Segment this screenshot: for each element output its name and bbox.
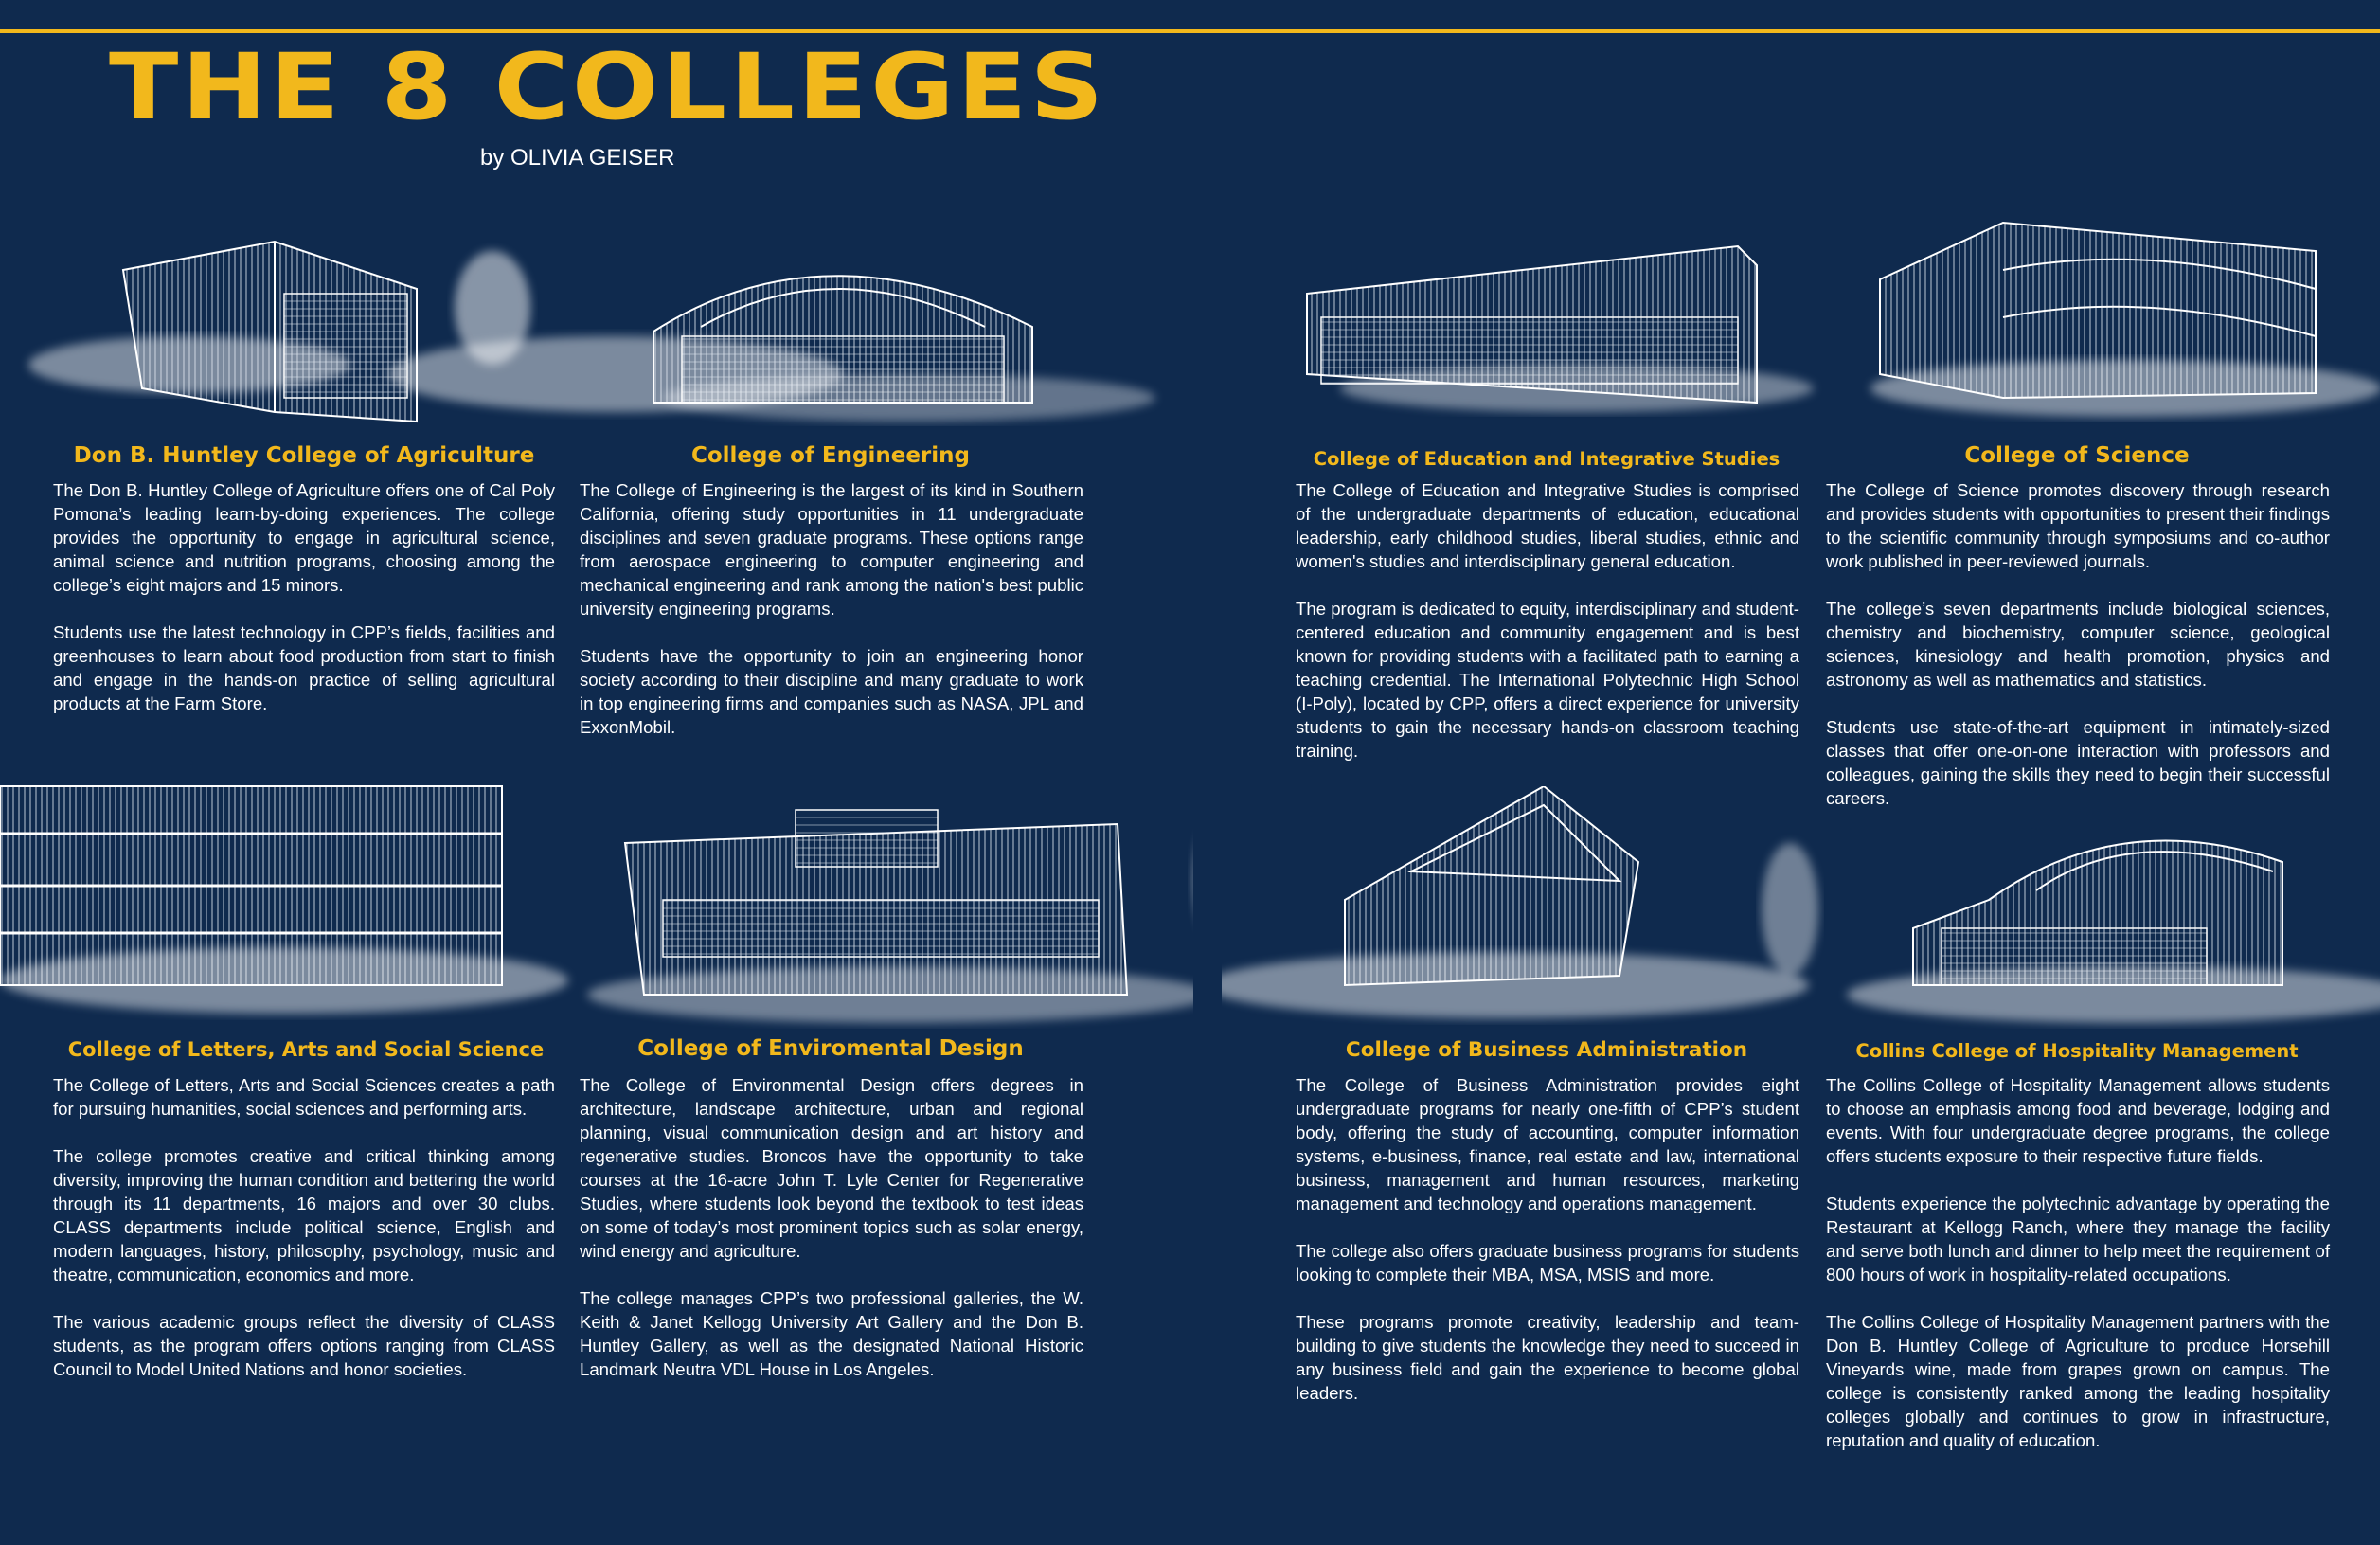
- paragraph: The College of Education and Integrative Studies is comprised of the undergraduate departments of education, educational leadership, early childhood studies, liberal studies, ethnic and women's studies and interdisciplinary general education.: [1296, 480, 1799, 571]
- paragraph: The Collins College of Hospitality Management allows students to choose an emphasis among food and beverage, lodging and events. With four undergraduate degree programs, the college offers students exposure to their respective future fields.: [1826, 1075, 2330, 1166]
- paragraph: The program is dedicated to equity, interdisciplinary and student-centered education and community engagement and is best known for providing students with a facilitated path to earning a teaching credential. The International Polytechnic High School (I-Poly), located by CPP, offers a direct experience for university students to gain the necessary hands-on classroom teaching training.: [1296, 599, 1799, 761]
- building-sketch-agriculture: [0, 223, 1174, 431]
- college-heading-env-design: College of Enviromental Design: [637, 1036, 1024, 1061]
- college-body-agriculture: [53, 478, 555, 715]
- byline: by OLIVIA GEISER: [480, 145, 675, 171]
- paragraph: The College of Engineering is the largest of its kind in Southern California, offering study opportunities in 11 undergraduate disciplines and seven graduate programs. These options range from aerospace engineering to computer engineering and mechanical engineering and rank among the nation's best public university engineering programs.: [580, 480, 1083, 619]
- building-sketch-business-hospitality: [1222, 786, 2380, 1037]
- building-sketch-class-envdesign: [0, 777, 1193, 1033]
- college-heading-agriculture: Don B. Huntley College of Agriculture: [73, 443, 535, 468]
- paragraph: Students use the latest technology in CPP’s fields, facilities and greenhouses to learn about food production from start to finish and engage in the hands-on practice of selling agricultural products at the Farm Store.: [53, 622, 555, 713]
- top-rule: [0, 29, 2380, 33]
- paragraph: The college promotes creative and critical thinking among diversity, improving the human condition and bettering the world through its 11 departments, 16 majors and over 30 clubs. CLASS departments include political science, English and modern languages, history, philosophy, psychology, music and theatre, communication, economics and more.: [53, 1146, 555, 1285]
- college-body-class: [53, 1073, 555, 1381]
- college-heading-class: College of Letters, Arts and Social Science: [67, 1038, 545, 1061]
- college-heading-hospitality: Collins College of Hospitality Management: [1855, 1040, 2299, 1062]
- paragraph: The college manages CPP’s two professional galleries, the W. Keith & Janet Kellogg University Art Gallery and the Don B. Huntley Gallery, as well as the designated National Historic Landmark Neutra VDL House in Los Angeles.: [580, 1288, 1083, 1379]
- college-body-hospitality: [1826, 1073, 2330, 1452]
- college-heading-business: College of Business Administration: [1345, 1038, 1748, 1062]
- paragraph: The College of Environmental Design offers degrees in architecture, landscape architecture, urban and regional planning, visual communication design and art history and regenerative studies. Broncos have the opportunity to take courses at the 16-acre John T. Lyle Center for Regenerative Studies, where students look beyond the textbook to test ideas on some of today’s most prominent topics such as solar energy, wind energy and agriculture.: [580, 1075, 1083, 1261]
- college-body-business: [1296, 1073, 1799, 1405]
- college-body-science: [1826, 478, 2330, 810]
- college-body-env-design: [580, 1073, 1083, 1381]
- paragraph: Students use state-of-the-art equipment in intimately-sized classes that offer one-on-one interaction with professors and colleagues, gaining the skills they need to begin their successful careers.: [1826, 717, 2330, 808]
- paragraph: The college also offers graduate business programs for students looking to complete their MBA, MSA, MSIS and more.: [1296, 1241, 1799, 1285]
- paragraph: The College of Letters, Arts and Social Sciences creates a path for pursuing humanities, social sciences and performing arts.: [53, 1075, 555, 1119]
- building-sketch-education-science: [1293, 213, 2380, 431]
- college-body-education: [1296, 478, 1799, 763]
- paragraph: Students experience the polytechnic advantage by operating the Restaurant at Kellogg Ranch, where they manage the facility and serve both lunch and dinner to help meet the requirement of 800 hours of work in hospitality-related occupations.: [1826, 1194, 2330, 1285]
- paragraph: The Collins College of Hospitality Management partners with the Don B. Huntley College of Agriculture to produce Horsehill Vineyards wine, made from grapes grown on campus. The college is consistently ranked among the leading hospitality colleges globally and continues to grow in infrastructure, reputation and quality of education.: [1826, 1312, 2330, 1450]
- paragraph: Students have the opportunity to join an engineering honor society according to their discipline and many graduate to work in top engineering firms and companies such as NASA, JPL and ExxonMobil.: [580, 646, 1083, 737]
- college-heading-engineering: College of Engineering: [690, 443, 970, 468]
- college-body-engineering: [580, 478, 1083, 739]
- paragraph: The College of Science promotes discovery through research and provides students with opportunities to present their findings to the scientific community through symposiums and co-author work published in peer-reviewed journals.: [1826, 480, 2330, 571]
- college-heading-science: College of Science: [1964, 443, 2190, 468]
- paragraph: The Don B. Huntley College of Agriculture offers one of Cal Poly Pomona’s leading learn-by-doing experiences. The college provides the opportunity to engage in agricultural science, animal science and nutrition programs, choosing among the college’s eight majors and 15 minors.: [53, 480, 555, 595]
- college-heading-education: College of Education and Integrative Studies: [1313, 448, 1781, 470]
- paragraph: The College of Business Administration provides eight undergraduate programs for nearly one-fifth of CPP’s student body, offering the study of accounting, computer information systems, e-business, finance, real estate and law, international business, management and human resources, marketing management and technology and operations management.: [1296, 1075, 1799, 1213]
- paragraph: These programs promote creativity, leadership and team-building to give students the knowledge they need to succeed in any business field and gain the experience to become global leaders.: [1296, 1312, 1799, 1403]
- page-title: THE 8 COLLEGES: [109, 34, 1107, 140]
- paragraph: The various academic groups reflect the diversity of CLASS students, as the program offers options ranging from CLASS Council to Model United Nations and honor societies.: [53, 1312, 555, 1379]
- paragraph: The college’s seven departments include biological sciences, chemistry and biochemistry, computer science, geological sciences, kinesiology and health promotion, physics and astronomy as well as mathematics and statistics.: [1826, 599, 2330, 690]
